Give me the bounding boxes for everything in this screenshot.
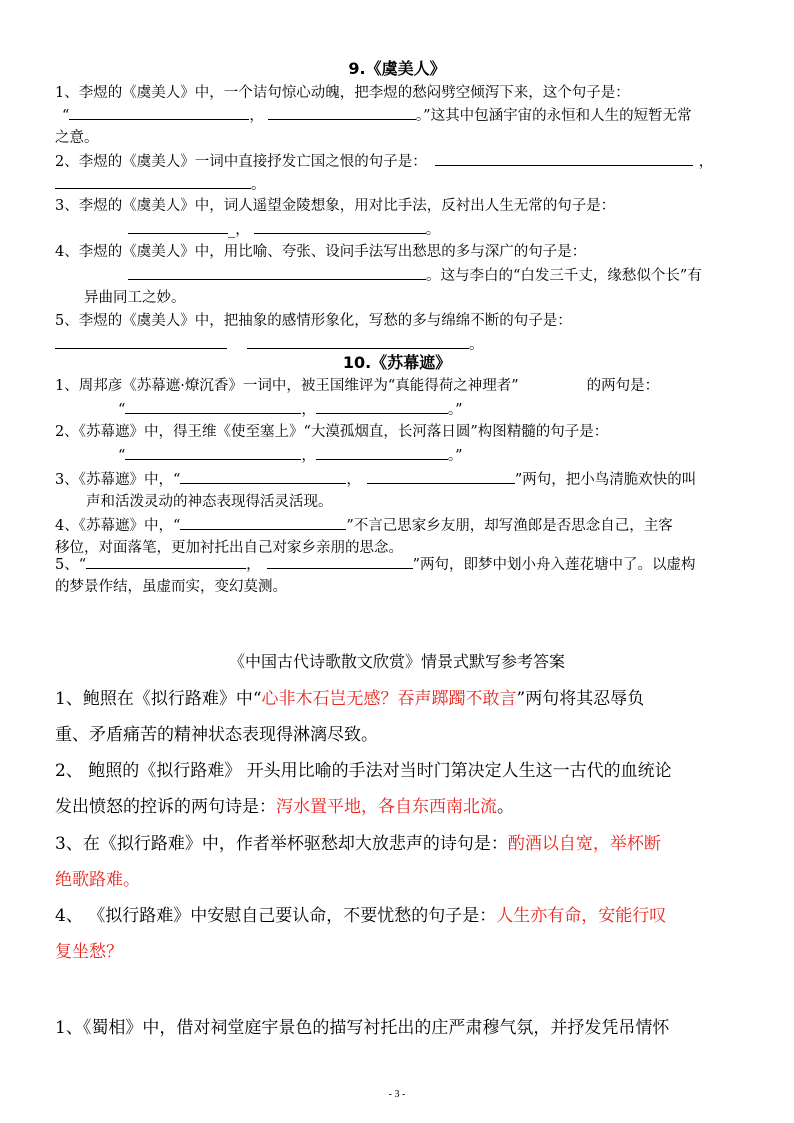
blank-field[interactable] bbox=[128, 265, 426, 280]
sec10-q5-line2: 的梦景作结，虽虚而实，变幻莫测。 bbox=[55, 579, 287, 595]
blank-field[interactable] bbox=[254, 219, 426, 234]
section-9-title: 9.《虞美人》 bbox=[348, 59, 446, 78]
sec10-q5-line1b: 5、“ ， ”两句，即梦中划小舟入莲花塘中了。以虚构 bbox=[55, 554, 696, 575]
blank-field[interactable] bbox=[247, 334, 469, 349]
answer-4-line1: 4、 《拟行路难》中安慰自己要认命，不要忧愁的句子是：人生亦有命，安能行叹 bbox=[55, 906, 667, 926]
section-10-title: 10.《苏幕遮》 bbox=[342, 353, 452, 372]
blank-field[interactable] bbox=[69, 105, 249, 120]
sec10-q3-line2: 声和活泼灵动的神态表现得活灵活现。 bbox=[86, 494, 333, 510]
sec9-q4-line1: 4、李煜的《虞美人》中，用比喻、夸张、设问手法写出愁思的多与深广的句子是： bbox=[55, 244, 587, 260]
blank-field[interactable] bbox=[316, 445, 448, 460]
answer-3-line1: 3、在《拟行路难》中，作者举杯驱愁却大放悲声的诗句是：酌酒以自宽，举杯断 bbox=[55, 834, 661, 854]
blank-field[interactable] bbox=[367, 469, 515, 484]
sec9-q1-line2: “ ， 。”这其中包涵宇宙的永恒和人生的短暂无常 bbox=[62, 105, 692, 126]
sec9-q3-line2: _， 。 bbox=[128, 219, 440, 240]
shuxiang-question-line: 1、《蜀相》中，借对祠堂庭宇景色的描写衬托出的庄严肃穆气氛，并抒发凭吊情怀 bbox=[55, 1018, 670, 1038]
sec9-q2-line1: 2、李煜的《虞美人》一词中直接抒发亡国之恨的句子是： ， bbox=[55, 151, 713, 172]
sec10-q2-line2: “ ， 。” bbox=[118, 445, 463, 466]
sec10-q3-line1: 3、《苏幕遮》中，“ ， ”两句，把小鸟清脆欢快的叫 bbox=[55, 469, 696, 490]
answer-1-line2: 重、矛盾痛苦的精神状态表现得淋漓尽致。 bbox=[55, 725, 378, 745]
blank-field[interactable] bbox=[316, 399, 448, 414]
answer-2-line2: 发出愤怒的控诉的两句诗是：泻水置平地，各自东西南北流。 bbox=[55, 797, 514, 817]
blank-field[interactable] bbox=[128, 219, 228, 234]
sec10-q1-line1: 1、周邦彦《苏幕遮·燎沉香》一词中，被王国维评为“真能得荷之神理者” 的两句是： bbox=[55, 378, 660, 394]
answers-heading: 《中国古代诗歌散文欣赏》情景式默写参考答案 bbox=[228, 652, 565, 671]
blank-field[interactable] bbox=[86, 554, 246, 569]
blank-field[interactable] bbox=[55, 334, 227, 349]
blank-field[interactable] bbox=[435, 151, 693, 166]
sec9-q2-line2: 。 bbox=[55, 174, 266, 195]
sec9-q5-line2: 。 bbox=[55, 334, 484, 355]
sec9-q1-line1: 1、李煜的《虞美人》中，一个诘句惊心动魄，把李煜的愁闷劈空倾泻下来，这个句子是： bbox=[55, 85, 630, 101]
sec9-q4-line2: 。这与李白的“白发三千丈，缘愁似个长”有 bbox=[128, 265, 702, 286]
blank-field[interactable] bbox=[180, 515, 346, 530]
sec9-q5-line1: 5、李煜的《虞美人》中，把抽象的感情形象化，写愁的多与绵绵不断的句子是： bbox=[55, 313, 572, 329]
sec10-q1-line2: “ ， 。” bbox=[118, 399, 463, 420]
sec9-q1-line3: 之意。 bbox=[55, 130, 99, 146]
blank-field[interactable] bbox=[125, 399, 301, 414]
blank-field[interactable] bbox=[55, 174, 251, 189]
sec10-q4-line2: 移位，对面落笔，更加衬托出自己对家乡亲朋的思念。 bbox=[55, 540, 403, 556]
sec9-q3-line1: 3、李煜的《虞美人》中，词人遥望金陵想象，用对比手法，反衬出人生无常的句子是： bbox=[55, 198, 616, 214]
blank-field[interactable] bbox=[268, 105, 416, 120]
blank-field[interactable] bbox=[180, 469, 346, 484]
answer-2-line1: 2、 鲍照的《拟行路难》 开头用比喻的手法对当时门第决定人生这一古代的血统论 bbox=[55, 761, 672, 781]
blank-field[interactable] bbox=[267, 554, 413, 569]
sec9-q4-line3: 异曲同工之妙。 bbox=[84, 290, 186, 306]
answer-1-line1: 1、鲍照在《拟行路难》中“心非木石岂无感？吞声踯躅不敢言”两句将其忍辱负 bbox=[55, 689, 645, 709]
sec10-q4-line1: 4、《苏幕遮》中，“ ”不言己思家乡友朋，却写渔郎是否思念自己，主客 bbox=[55, 515, 673, 536]
answer-3-line2: 绝歌路难。 bbox=[55, 870, 140, 890]
blank-field[interactable] bbox=[125, 445, 301, 460]
sec10-q2-line1: 2、《苏幕遮》中，得王维《使至塞上》“大漠孤烟直，长河落日圆”构图精髓的句子是： bbox=[55, 424, 609, 440]
answer-4-line2: 复坐愁？ bbox=[55, 942, 123, 962]
page-number: - 3 - bbox=[388, 1089, 406, 1100]
